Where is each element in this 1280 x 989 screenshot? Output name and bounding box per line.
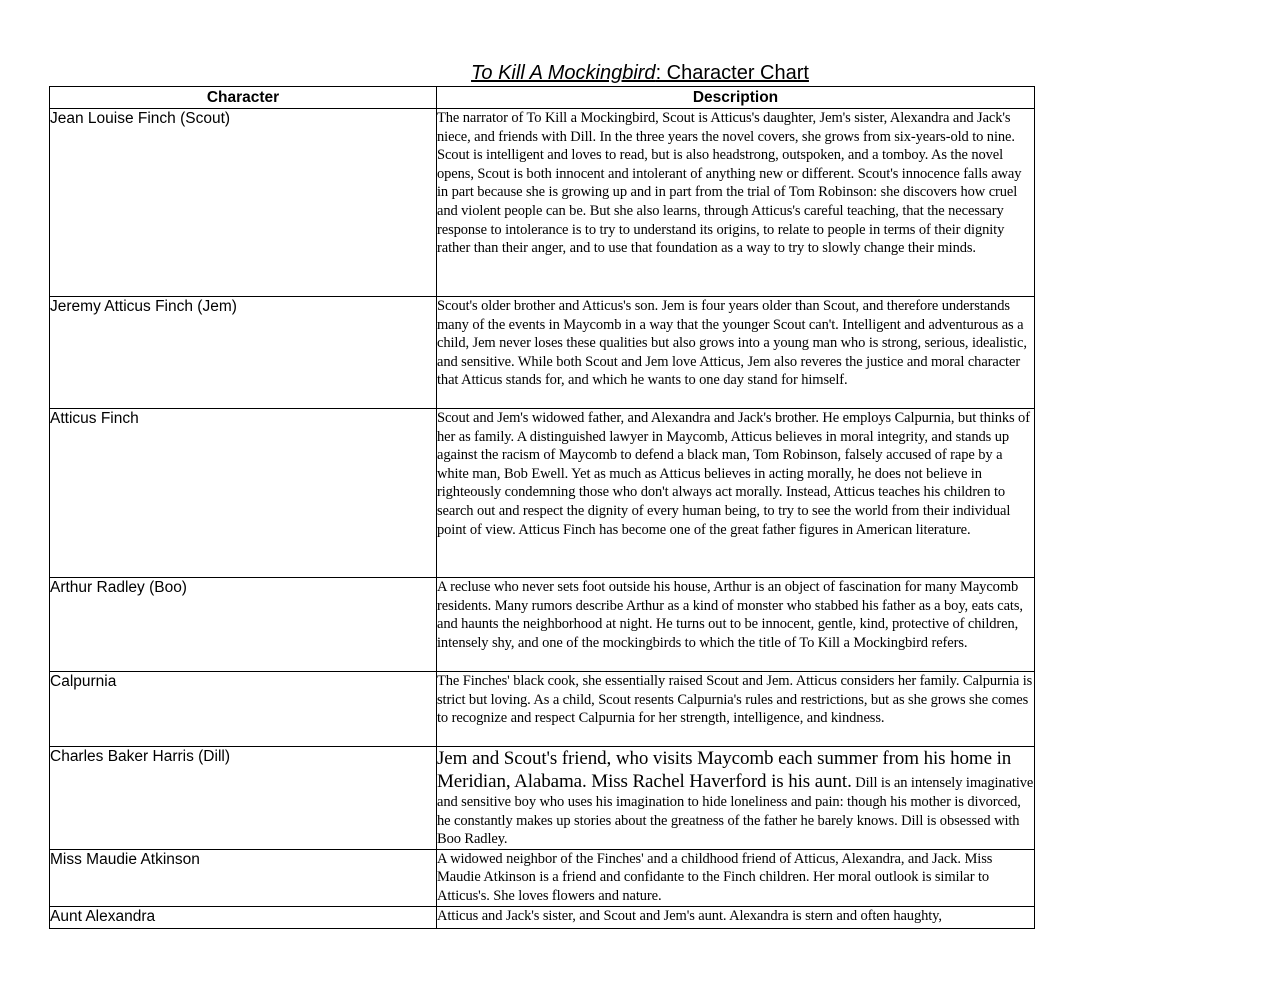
character-description xyxy=(437,747,1035,850)
character-name: Arthur Radley (Boo) xyxy=(50,578,437,672)
page-title xyxy=(0,60,1280,86)
table-row xyxy=(50,109,1035,297)
table-header-row xyxy=(50,87,1035,109)
character-name: Charles Baker Harris (Dill) xyxy=(50,747,437,850)
character-description: The Finches' black cook, she essentially raised Scout and Jem. Atticus considers her family. Calpurnia is strict but loving. As a child, Scout resents Calpurnia's rules and restrictions, but as she grows she comes to recognize and respect Calpurnia for her strength, intelligence, and kindness. xyxy=(437,672,1035,747)
character-description: A widowed neighbor of the Finches' and a childhood friend of Atticus, Alexandra, and Jack. Miss Maudie Atkinson is a friend and confidante to the Finch children. Her moral outlook is similar to Atticus's. She loves flowers and nature. xyxy=(437,849,1035,906)
character-name: Atticus Finch xyxy=(50,409,437,578)
character-description: Scout and Jem's widowed father, and Alexandra and Jack's brother. He employs Calpurnia, but thinks of her as family. A distinguished lawyer in Maycomb, Atticus believes in moral integrity, and stands up against the racism of Maycomb to defend a black man, Tom Robinson, falsely accused of rape by a white man, Bob Ewell. Yet as much as Atticus believes in acting morally, he does not believe in righteously condemning those who don't always act morally. Instead, Atticus teaches his children to search out and respect the dignity of every human being, to try to see the world from their individual point of view. Atticus Finch has become one of the great father figures in American literature. xyxy=(437,409,1035,578)
character-description: The narrator of To Kill a Mockingbird, Scout is Atticus's daughter, Jem's sister, Alexandra and Jack's niece, and friends with Dill. In the three years the novel covers, she grows from six-years-old to nine. Scout is intelligent and loves to read, but is also headstrong, outspoken, and a tomboy. As the novel opens, Scout is both innocent and intolerant of anything new or different. Scout's innocence falls away in part because she is growing up and in part from the trial of Tom Robinson: she discovers how cruel and violent people can be. But she also learns, through Atticus's careful teaching, that the necessary response to intolerance is to try to understand its origins, to relate to people in terms of their dignity rather than their anger, and to use that foundation as a way to try to slowly change their minds. xyxy=(437,109,1035,297)
table-row xyxy=(50,297,1035,409)
table-row xyxy=(50,906,1035,928)
character-name: Aunt Alexandra xyxy=(50,906,437,928)
character-chart-table xyxy=(49,86,1035,929)
character-name: Miss Maudie Atkinson xyxy=(50,849,437,906)
table-row xyxy=(50,849,1035,906)
table-row xyxy=(50,747,1035,850)
character-description: A recluse who never sets foot outside his house, Arthur is an object of fascination for many Maycomb residents. Many rumors describe Arthur as a kind of monster who stabbed his father as a boy, eats cats, and haunts the neighborhood at night. He turns out to be innocent, gentle, kind, protective of children, intensely shy, and one of the mockingbirds to which the title of To Kill a Mockingbird refers. xyxy=(437,578,1035,672)
table-row xyxy=(50,409,1035,578)
character-description-rest: Dill is an intensely imaginative and sensitive boy who uses his imagination to hide loneliness and pain: though his mother is divorced, he constantly makes up stories about the greatness of the father he barely knows. Dill is obsessed with Boo Radley. xyxy=(437,775,1034,848)
character-name: Jean Louise Finch (Scout) xyxy=(50,109,437,297)
character-description: Atticus and Jack's sister, and Scout and Jem's aunt. Alexandra is stern and often haughty, xyxy=(437,906,1035,928)
character-description: Scout's older brother and Atticus's son. Jem is four years older than Scout, and therefore understands many of the events in Maycomb in a way that the younger Scout can't. Intelligent and adventurous as a child, Jem never loses these qualities but also grows into a young man who is strong, serious, idealistic, and sensitive. While both Scout and Jem love Atticus, Jem also reveres the justice and moral character that Atticus stands for, and which he wants to one day stand for himself. xyxy=(437,297,1035,409)
table-row xyxy=(50,578,1035,672)
character-name: Calpurnia xyxy=(50,672,437,747)
character-name: Jeremy Atticus Finch (Jem) xyxy=(50,297,437,409)
book-title: To Kill A Mockingbird xyxy=(471,62,656,84)
column-header-description: Description xyxy=(437,87,1035,109)
table-row xyxy=(50,672,1035,747)
column-header-character: Character xyxy=(50,87,437,109)
character-description-lead: Jem and Scout's friend, who visits Maycomb each summer from his home in Meridian, Alabama. Miss Rachel Haverford is his aunt. xyxy=(437,748,1012,792)
chart-title-suffix: : Character Chart xyxy=(655,62,809,84)
